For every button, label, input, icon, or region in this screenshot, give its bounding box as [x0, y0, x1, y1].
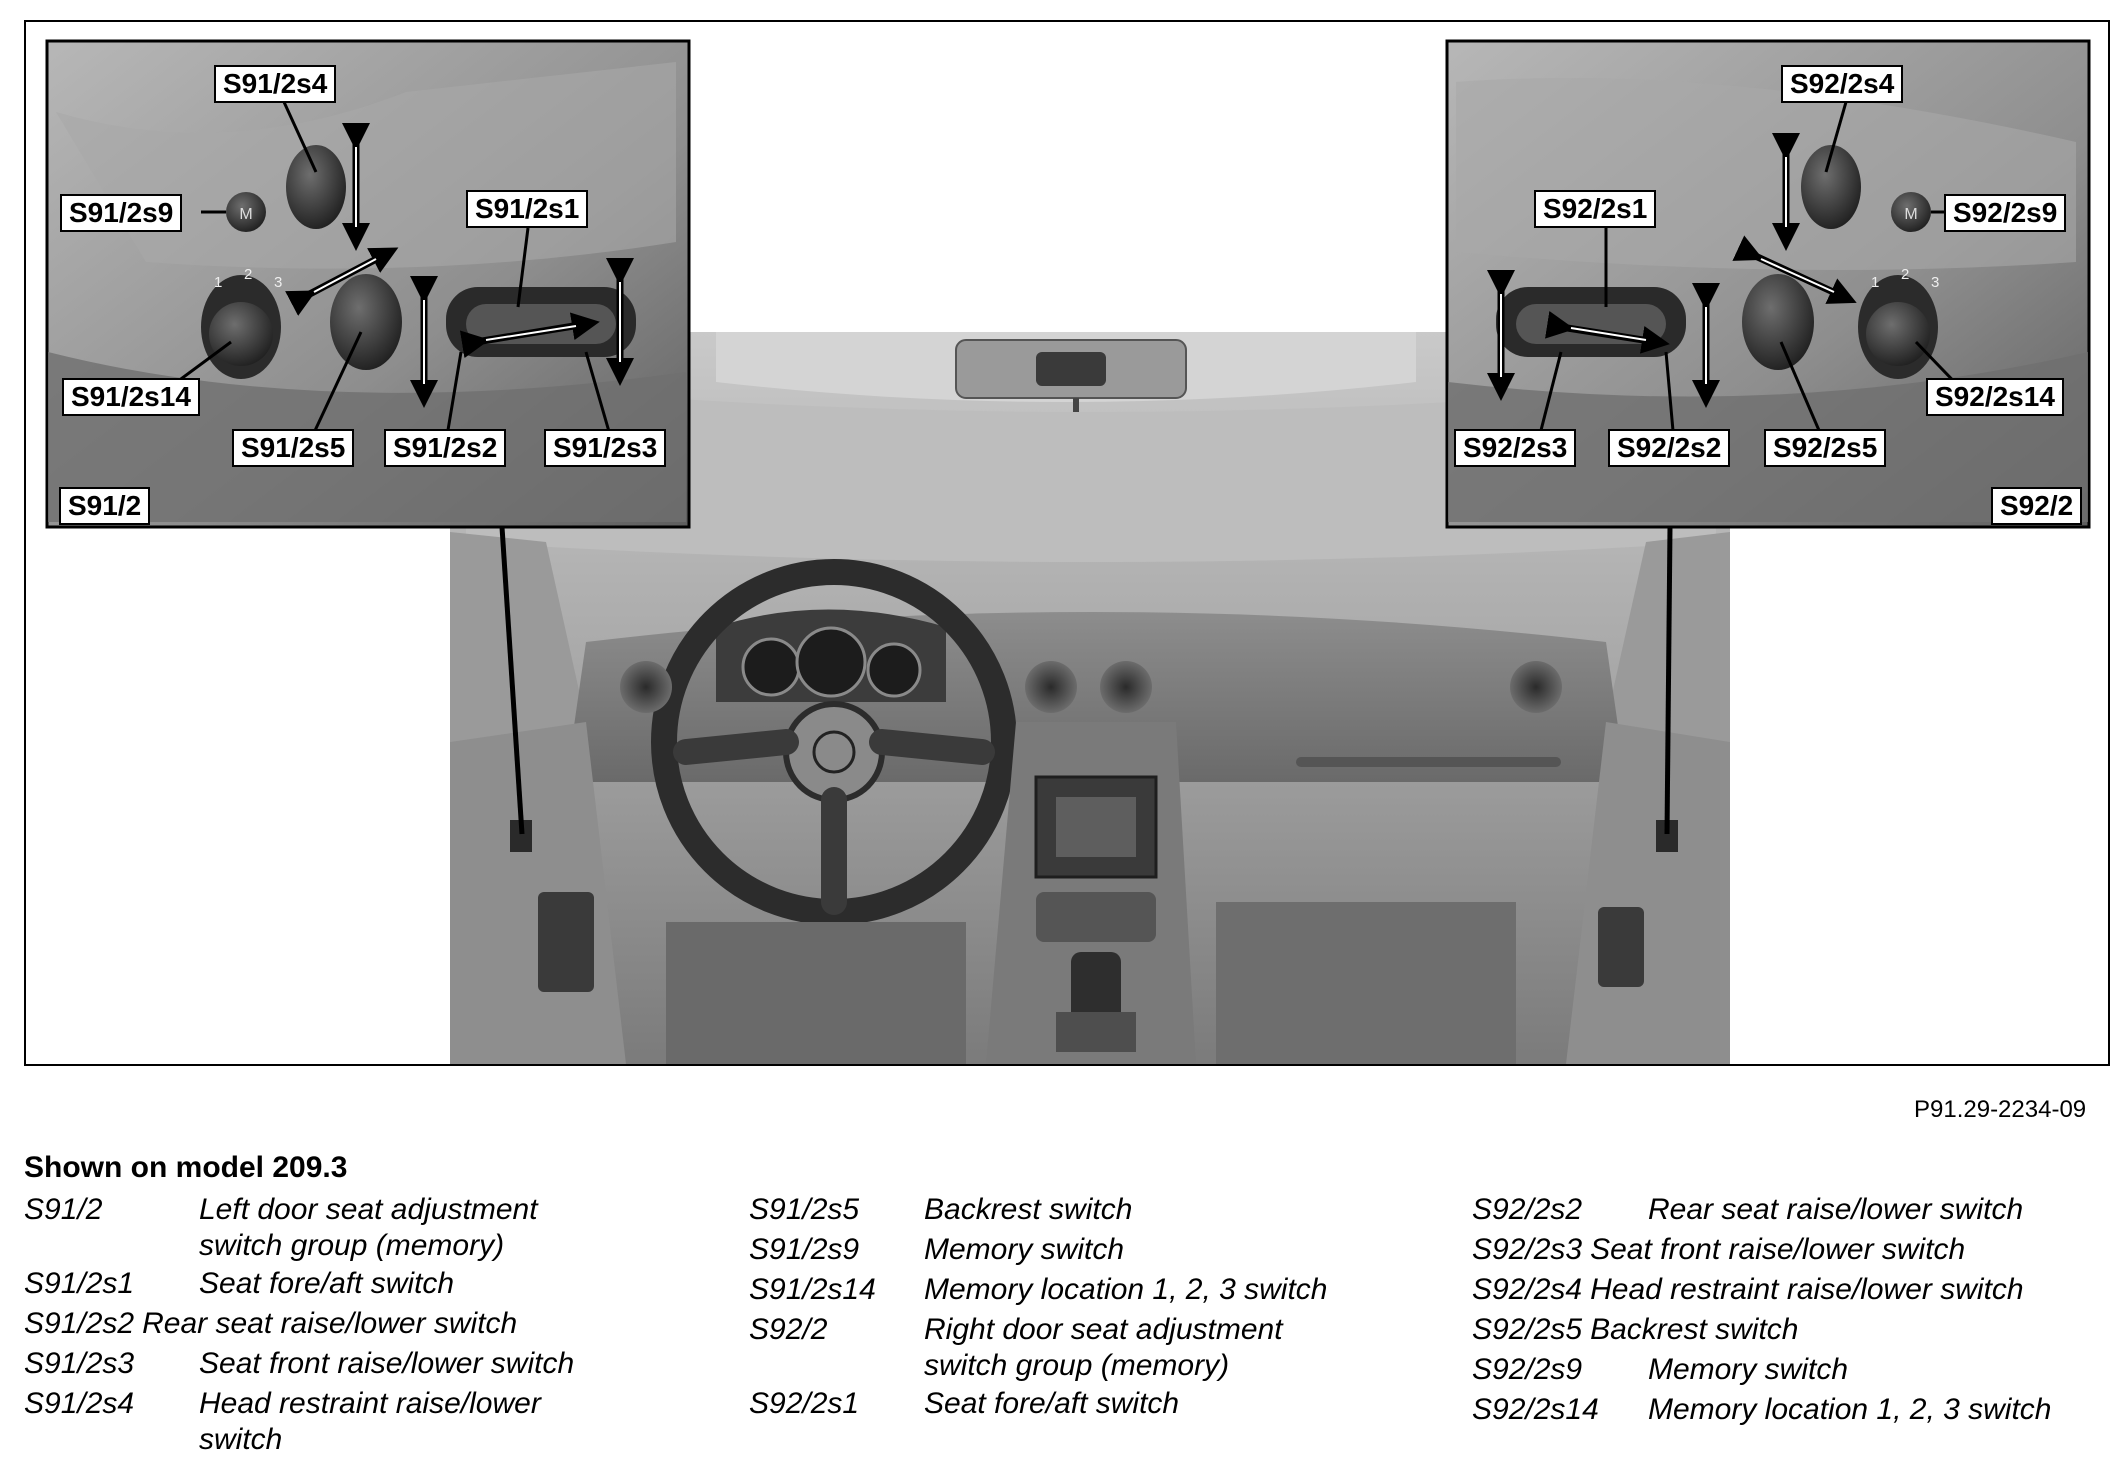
callout-s92-2s5: S92/2s5 [1764, 429, 1886, 467]
callout-s92-2s1: S92/2s1 [1534, 190, 1656, 228]
legend-code: S92/2s9 [1472, 1353, 1583, 1386]
legend-desc: Rear seat raise/lower switch [1648, 1193, 2024, 1226]
svg-text:M: M [1904, 206, 1918, 223]
legend-desc: Memory switch [924, 1233, 1125, 1266]
legend-column-1 [24, 1190, 724, 1458]
legend-code: S92/2s5 [1472, 1313, 1583, 1346]
legend-code: S92/2s14 [1472, 1393, 1599, 1426]
legend-item [749, 1190, 1449, 1230]
legend-item [24, 1344, 724, 1384]
legend-code: S91/2s5 [749, 1193, 860, 1226]
legend-code: S91/2 [24, 1193, 103, 1226]
legend-item [749, 1384, 1449, 1424]
legend-column-3 [1472, 1190, 2112, 1430]
legend-desc: Seat fore/aft switch [924, 1387, 1180, 1420]
legend-desc: Seat fore/aft switch [199, 1267, 455, 1300]
legend-desc: Seat front raise/lower switch [199, 1347, 575, 1380]
callout-s91-2s5: S91/2s5 [232, 429, 354, 467]
svg-text:3: 3 [274, 274, 283, 291]
legend-code: S91/2s4 [24, 1387, 135, 1420]
legend-code: S92/2s1 [749, 1387, 860, 1420]
legend-desc: Seat front raise/lower switch [1590, 1233, 1966, 1266]
legend-item [24, 1304, 724, 1344]
legend-desc: Left door seat adjustment switch group (memory) [199, 1193, 538, 1262]
svg-text:2: 2 [1901, 266, 1910, 283]
legend-item [1472, 1310, 2112, 1350]
dashboard-illustration [26, 22, 2112, 1068]
legend-code: S91/2s1 [24, 1267, 135, 1300]
callout-s91-2s2: S91/2s2 [384, 429, 506, 467]
callout-s92-2s3: S92/2s3 [1454, 429, 1576, 467]
legend-desc: Backrest switch [1590, 1313, 1799, 1346]
legend-item [749, 1310, 1449, 1384]
legend-item [1472, 1390, 2112, 1430]
legend-item [749, 1270, 1449, 1310]
group-label-s91-2: S91/2 [59, 487, 150, 525]
legend-item [1472, 1350, 2112, 1390]
legend-desc: Rear seat raise/lower switch [142, 1307, 518, 1340]
legend-desc: Head restraint raise/lower switch [1590, 1273, 2024, 1306]
callout-s91-2s4: S91/2s4 [214, 65, 336, 103]
callout-s91-2s14: S91/2s14 [62, 378, 200, 416]
legend-desc: Memory location 1, 2, 3 switch [1648, 1393, 2052, 1426]
legend-item [1472, 1270, 2112, 1310]
legend-code: S92/2s4 [1472, 1273, 1583, 1306]
legend-code: S92/2 [749, 1313, 828, 1346]
legend-code: S91/2s9 [749, 1233, 860, 1266]
legend-column-2 [749, 1190, 1449, 1424]
callout-s92-2s9: S92/2s9 [1944, 194, 2066, 232]
legend-desc: Memory location 1, 2, 3 switch [924, 1273, 1328, 1306]
svg-text:M: M [239, 206, 253, 223]
legend-item [24, 1384, 724, 1458]
leader-line-right [1667, 527, 1670, 834]
legend-code: S91/2s2 [24, 1307, 135, 1340]
legend-item [24, 1190, 724, 1264]
callout-s91-2s1: S91/2s1 [466, 190, 588, 228]
legend-desc: Right door seat adjustment switch group (memory) [924, 1313, 1283, 1382]
legend-title: Shown on model 209.3 [24, 1151, 348, 1184]
legend-item [1472, 1190, 2112, 1230]
legend-code: S91/2s14 [749, 1273, 876, 1306]
callout-s92-2s4: S92/2s4 [1781, 65, 1903, 103]
callout-s91-2s3: S91/2s3 [544, 429, 666, 467]
svg-text:1: 1 [214, 274, 223, 291]
legend-code: S92/2s2 [1472, 1193, 1583, 1226]
legend-desc: Memory switch [1648, 1353, 1849, 1386]
legend-item [749, 1230, 1449, 1270]
figure-frame [24, 20, 2110, 1066]
legend-code: S92/2s3 [1472, 1233, 1583, 1266]
legend-code: S91/2s3 [24, 1347, 135, 1380]
svg-text:3: 3 [1931, 274, 1940, 291]
legend-item [1472, 1230, 2112, 1270]
legend-desc: Backrest switch [924, 1193, 1133, 1226]
legend-item [24, 1264, 724, 1304]
callout-s91-2s9: S91/2s9 [60, 194, 182, 232]
svg-text:2: 2 [244, 266, 253, 283]
figure-code: P91.29-2234-09 [1914, 1096, 2087, 1123]
legend-desc: Head restraint raise/lower switch [199, 1387, 541, 1456]
callout-s92-2s14: S92/2s14 [1926, 378, 2064, 416]
callout-s92-2s2: S92/2s2 [1608, 429, 1730, 467]
svg-text:1: 1 [1871, 274, 1880, 291]
group-label-s92-2: S92/2 [1991, 487, 2082, 525]
